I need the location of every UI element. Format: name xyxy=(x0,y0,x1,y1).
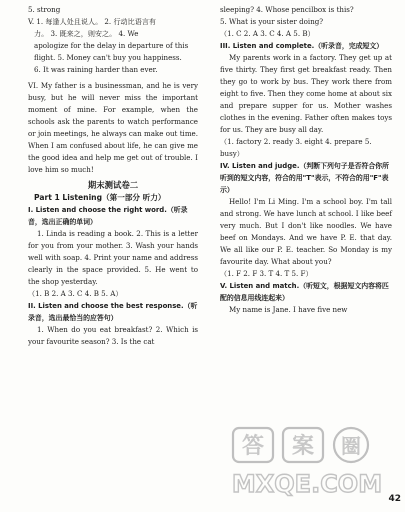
right-column xyxy=(220,4,392,316)
section-answers-1: （1. B 2. A 3. C 4. B 5. A） xyxy=(28,289,123,298)
answer-line: V. 1. 每逢人处且说人。 2. 行动比语言有 xyxy=(28,17,157,26)
answer-line: flight. 5. Money can't buy you happiness. xyxy=(34,53,182,62)
section-answers: （1. C 2. A 3. C 4. A 5. B） xyxy=(220,29,315,38)
answer-line: 6. It was raining harder than ever. xyxy=(34,65,158,74)
section-heading-1: I. Listen and choose the right word.（听录音，选出正确的单词） xyxy=(28,206,188,226)
section-answers-3: （1. factory 2. ready 3. eight 4. prepare 5. busy） xyxy=(220,137,372,158)
composition-paragraph: VI. My father is a businessman, and he is very busy, but he will never miss the important moment of mine. For example, when the schools ask the parents to watch performance or join meetings, he always can make out time. When I am confused about life, he can give me the good idea and help me get out of trouble. I love him so much! xyxy=(28,81,198,174)
part-heading: Part 1 Listening（第一部分 听力） xyxy=(34,193,166,202)
svg-text:MXQE.COM: MXQE.COM xyxy=(231,470,383,498)
page-number: 42 xyxy=(388,494,401,504)
section-answers-4: （1. F 2. F 3. T 4. T 5. F） xyxy=(220,269,313,278)
section-body-5: My name is Jane. I have five new xyxy=(229,305,348,314)
section-body-3: My parents work in a factory. They get up at five thirty. They first get breakfast ready. Then they go to work by bus. They work there from eight to five. Then they come home at about six and prepare supper for us. Mother washes clothes in the evening. Father often makes toys for us. They are busy all day. xyxy=(220,53,392,134)
answer-line: apologize for the delay in departure of this xyxy=(34,41,189,50)
section-heading-5: V. Listen and match.（听短文，根据短文内容将匹配的信息用线连起来） xyxy=(220,282,389,302)
answer-line: 力。 3. 既来之，则安之。 4. We xyxy=(34,29,139,38)
section-body-4: Hello! I'm Li Ming. I'm a school boy. I'm tall and strong. We have lunch at school. I like beef very much. But I don't like noodles. We have beef on Mondays. And we have P. E. that day. We all like our P. E. teacher. So Monday is my favourite day. What about you? xyxy=(220,197,392,266)
section-heading-4: IV. Listen and judge.（判断下列句子是否符合你所听到的短文内容，符合的用"T"表示，不符合的用"F"表示） xyxy=(220,162,390,194)
section-heading-2: II. Listen and choose the best response.（听录音，选出最恰当的应答句） xyxy=(28,302,198,322)
answer-line: 5. What is your sister doing? xyxy=(220,17,324,26)
section-body-2: 1. When do you eat breakfast? 2. Which is your favourite season? 3. Is the cat xyxy=(28,325,198,346)
exam-title: 期末测试卷二 xyxy=(87,180,139,190)
section-heading-3: III. Listen and complete.（听录音，完成短文） xyxy=(220,42,384,50)
answer-line: 5. strong xyxy=(28,5,61,14)
left-column xyxy=(28,4,198,348)
svg-text:圈: 圈 xyxy=(341,434,361,458)
answer-line: sleeping? 4. Whose pencilbox is this? xyxy=(220,5,354,14)
svg-text:答: 答 xyxy=(241,434,265,459)
watermark-logo xyxy=(227,424,387,502)
section-body-1: 1. Linda is reading a book. 2. This is a letter for you from your mother. 3. Wash your hands well with soap. 4. Print your name and address clearly in the space provided. 5. He went to the shop yesterday. xyxy=(28,229,198,286)
svg-text:案: 案 xyxy=(291,434,315,459)
